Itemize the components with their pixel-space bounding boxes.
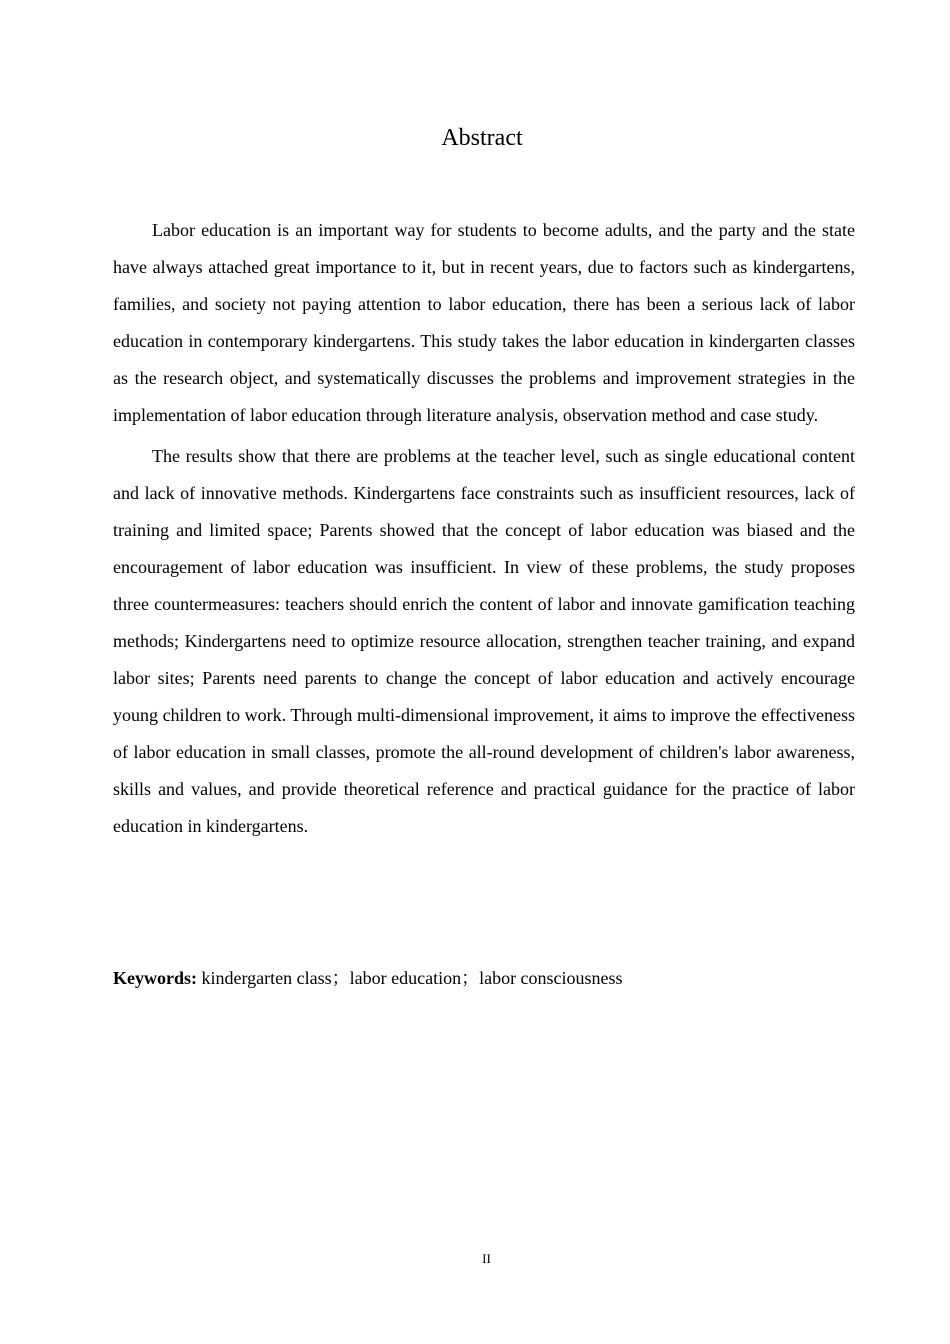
keywords-line: [113, 964, 855, 992]
abstract-paragraph-2: The results show that there are problems at the teacher level, such as single educational content and lack of innovative methods. Kindergartens face constraints such as insufficient resources, lack of training and limited space; Parents showed that the concept of labor education was biased and the encouragement of labor education was insufficient. In view of these problems, the study proposes three countermeasures: teachers should enrich the content of labor and innovate gamification teaching methods; Kindergartens need to optimize resource allocation, strengthen teacher training, and expand labor sites; Parents need parents to change the concept of labor education and actively encourage young children to work. Through multi-dimensional improvement, it aims to improve the effectiveness of labor education in small classes, promote the all-round development of children's labor awareness, skills and values, and provide theoretical reference and practical guidance for the practice of labor education in kindergartens.: [113, 446, 855, 836]
abstract-paragraph-1: Labor education is an important way for students to become adults, and the party and the state have always attached great importance to it, but in recent years, due to factors such as kindergartens, families, and society not paying attention to labor education, there has been a serious lack of labor education in contemporary kindergartens. This study takes the labor education in kindergarten classes as the research object, and systematically discusses the problems and improvement strategies in the implementation of labor education through literature analysis, observation method and case study.: [113, 220, 855, 425]
abstract-title: Abstract: [441, 125, 523, 151]
keywords-text: kindergarten class；labor education；labor consciousness: [197, 968, 623, 988]
keywords-label: Keywords:: [113, 968, 197, 988]
page-number: II: [482, 1251, 491, 1266]
abstract-body: [113, 212, 855, 845]
